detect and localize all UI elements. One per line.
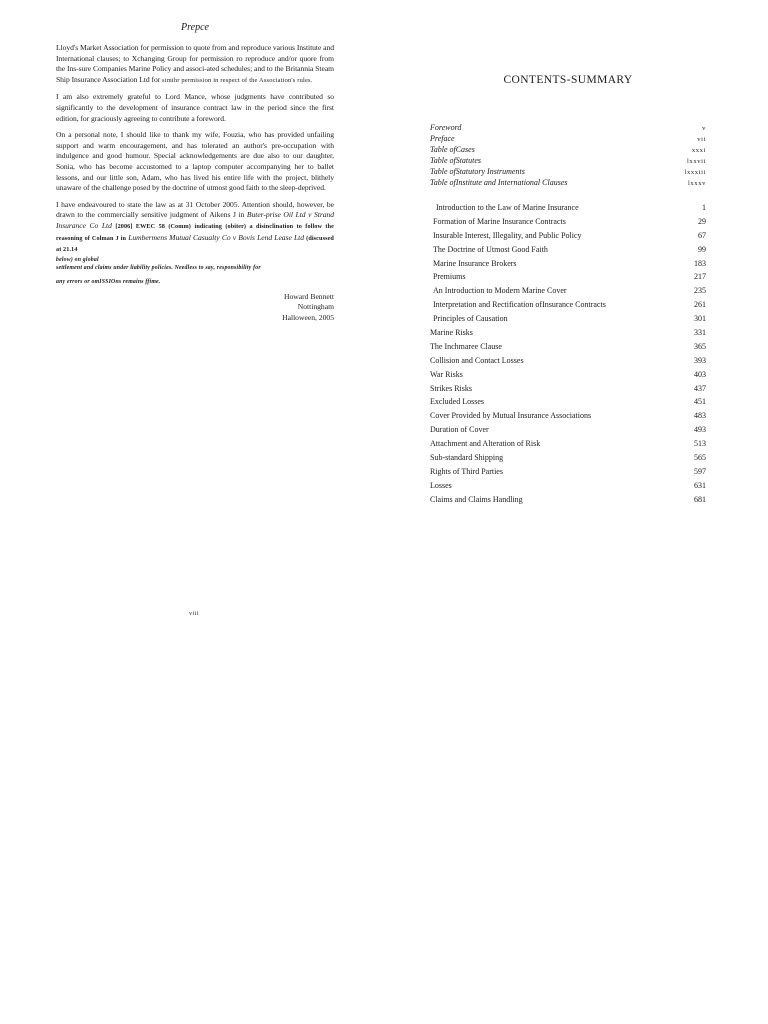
toc-entry-page: 451 <box>694 397 706 407</box>
left-page <box>56 22 334 323</box>
signature-name: Howard Bennett <box>284 291 334 301</box>
toc-entry-page: 513 <box>694 439 706 449</box>
toc-entry-page: 301 <box>694 314 706 324</box>
signature-block <box>56 292 334 324</box>
signature-place: Nottingham <box>297 302 334 312</box>
toc-entry-page: 1 <box>702 203 706 212</box>
toc-chapter-row[interactable] <box>430 368 706 382</box>
toc-entry-title: The Doctrine of Utmost Good Faith <box>433 244 548 254</box>
chapter-list <box>430 201 706 507</box>
toc-chapter-row[interactable] <box>430 257 706 271</box>
toc-entry-page: 631 <box>694 480 706 490</box>
toc-entry-title: Table ofCases <box>430 145 475 154</box>
case-name-lumbermens: Lumbermens Mutual Casualty Co v Bovis Lend Lease Ltd <box>128 232 304 242</box>
toc-chapter-row[interactable] <box>430 270 706 284</box>
toc-chapter-row[interactable] <box>430 493 706 507</box>
toc-entry-page: 261 <box>694 300 706 310</box>
toc-entry-page: 565 <box>694 453 706 463</box>
paragraph-law-date <box>56 200 334 286</box>
toc-entry-page: 483 <box>694 411 706 421</box>
toc-chapter-row[interactable] <box>430 340 706 354</box>
toc-chapter-row[interactable] <box>430 298 706 312</box>
toc-entry-page: 99 <box>698 244 706 254</box>
paragraph-acknowledgements-text: Lloyd's Market Association for permission to quote from and reproduce various Institute and International clauses; to Xchanging Group for permission ro reproduce and/or quore from the Ins-sure Companies Marine Policy and associ-ated schedules; and to the Britannia Steam Ship Insurance Association Ltd for <box>56 43 334 84</box>
toc-entry-title: Table ofStatutory Instruments <box>430 167 525 176</box>
toc-chapter-row[interactable] <box>430 229 706 243</box>
toc-chapter-row[interactable] <box>430 382 706 396</box>
toc-chapter-row[interactable] <box>430 451 706 465</box>
toc-front-row[interactable] <box>430 144 706 155</box>
toc-entry-page: 235 <box>694 286 706 296</box>
law-date-obiter: indicating (obiter) a disinclination to follow the reasoning of Colman J in <box>56 222 334 242</box>
toc-entry-title: Excluded Losses <box>430 397 484 407</box>
toc-entry-page: 217 <box>694 272 706 282</box>
case-citation-lumbermens: (discussed at 21.14 <box>56 234 334 254</box>
toc-entry-page: xxxi <box>691 147 706 154</box>
toc-entry-title: Formation of Marine Insurance Contracts <box>433 216 566 226</box>
toc-front-row[interactable] <box>430 166 706 177</box>
paragraph-acknowledgements <box>56 43 334 86</box>
toc-entry-title: Losses <box>430 480 452 490</box>
toc-chapter-row[interactable] <box>430 465 706 479</box>
toc-entry-title: Preface <box>430 134 455 143</box>
paragraph-personal-note: On a personal note, I should like to thank my wife, Fouzia, who has provided unfailing support and warm encouragement, and has tolerated an author's pre-occupation with indulgence and good humour. Special acknowledgements are due also to our daughter, Sonia, who has become accustomed to a laptop computer accompanying her to ballet lessons, and our little son, Adam, who has lived his entire life with the project, blithely unaware of the challenge posed by the doctrine of utmost good faith to the sleep-deprived. <box>56 130 334 193</box>
case-citation-enterprise: [2006] EWEC 58 (Comm) <box>115 222 191 230</box>
right-page <box>430 74 706 507</box>
toc-entry-title: Interpretation and Rectification ofInsurance Contracts <box>433 300 606 310</box>
toc-chapter-row[interactable] <box>430 423 706 437</box>
toc-chapter-row[interactable] <box>430 243 706 257</box>
law-date-settlement: settlement and claims under liability policies. Needless to say, responsibility for <box>56 264 261 271</box>
toc-entry-title: Rights of Third Parties <box>430 466 503 476</box>
toc-entry-page: 597 <box>694 466 706 476</box>
toc-entry-page: 29 <box>698 216 706 226</box>
toc-chapter-row[interactable] <box>430 215 706 229</box>
toc-chapter-row[interactable] <box>430 395 706 409</box>
toc-entry-page: 437 <box>694 383 706 393</box>
signature-date: Halloween, 2005 <box>282 312 334 322</box>
toc-entry-page: 331 <box>694 328 706 338</box>
toc-entry-page: 403 <box>694 369 706 379</box>
case-name-enterprise: Buter-prise Oil Ltd v Strand Insurance Co Ltd <box>56 210 334 230</box>
toc-front-row[interactable] <box>430 133 706 144</box>
toc-chapter-row[interactable] <box>430 437 706 451</box>
law-date-text: I have endeavoured to state the law as at 31 October 2005. Attention should, however, be drawn to the commercially sensitive judgment of Aikens J in <box>56 199 334 220</box>
toc-entry-title: Claims and Claims Handling <box>430 494 523 504</box>
toc-entry-title: Table ofInstitute and International Clauses <box>430 178 568 187</box>
contents-title: CONTENTS-SUMMARY <box>503 74 633 86</box>
toc-entry-title: Strikes Risks <box>430 383 473 393</box>
toc-entry-title: Marine Insurance Brokers <box>433 258 517 268</box>
toc-entry-title: Cover Provided by Mutual Insurance Associations <box>430 411 592 421</box>
toc-entry-page: 365 <box>694 341 706 351</box>
toc-entry-page: 493 <box>694 425 706 435</box>
running-head: Prepce <box>181 22 209 33</box>
toc-entry-title: Marine Risks <box>430 328 473 338</box>
toc-chapter-row[interactable] <box>430 354 706 368</box>
law-date-global: below) on global <box>56 256 99 263</box>
toc-entry-title: An Introduction to Modern Marine Cover <box>433 286 567 296</box>
toc-entry-title: Duration of Cover <box>430 425 489 435</box>
paragraph-lord-mance: I am also extremely grateful to Lord Mance, whose judgments have contributed so significantly to the development of insurance contract law in the period since the first edition, for graciously agreeing to contribute a foreword. <box>56 92 334 123</box>
toc-entry-title: Foreword <box>430 123 462 132</box>
toc-front-row[interactable] <box>430 122 706 133</box>
law-date-errors: any errors or omISSIOns remains ffime. <box>56 278 161 285</box>
toc-entry-title: The Inchmaree Clause <box>430 341 502 351</box>
toc-entry-page: 393 <box>694 355 706 365</box>
toc-entry-title: Principles of Causation <box>433 314 508 324</box>
toc-entry-page: vii <box>697 136 706 143</box>
page-folio: viii <box>189 611 200 617</box>
toc-chapter-row[interactable] <box>430 479 706 493</box>
front-matter-list <box>430 122 706 188</box>
paragraph-acknowledgements-tail: simihr permission in respect of the Association's rules. <box>162 76 313 84</box>
toc-entry-title: Insurable Interest, Illegality, and Public Policy <box>433 230 582 240</box>
toc-entry-title: Attachment and Alteration of Risk <box>430 439 541 449</box>
toc-entry-title: Premiums <box>433 272 466 282</box>
toc-entry-page: v <box>702 125 706 132</box>
toc-entry-page: lxxvii <box>687 158 706 165</box>
toc-entry-title: Sub-standard Shipping <box>430 453 504 463</box>
toc-entry-page: 183 <box>694 258 706 268</box>
toc-chapter-row[interactable] <box>430 326 706 340</box>
toc-front-row[interactable] <box>430 155 706 166</box>
toc-entry-page: lxxxiii <box>684 169 706 176</box>
toc-chapter-row[interactable] <box>430 409 706 423</box>
toc-chapter-row[interactable] <box>430 284 706 298</box>
toc-entry-page: lxxxv <box>687 180 706 187</box>
toc-entry-page: 67 <box>698 230 706 240</box>
toc-chapter-row[interactable] <box>430 201 706 215</box>
toc-chapter-row[interactable] <box>430 312 706 326</box>
toc-entry-title: Collision and Contact Losses <box>430 355 524 365</box>
toc-entry-title: Table ofStatutes <box>430 156 482 165</box>
toc-entry-page: 681 <box>694 494 706 504</box>
toc-entry-title: Introduction to the Law of Marine Insurance <box>436 203 579 212</box>
toc-entry-title: War Risks <box>430 369 463 379</box>
toc-front-row[interactable] <box>430 177 706 188</box>
